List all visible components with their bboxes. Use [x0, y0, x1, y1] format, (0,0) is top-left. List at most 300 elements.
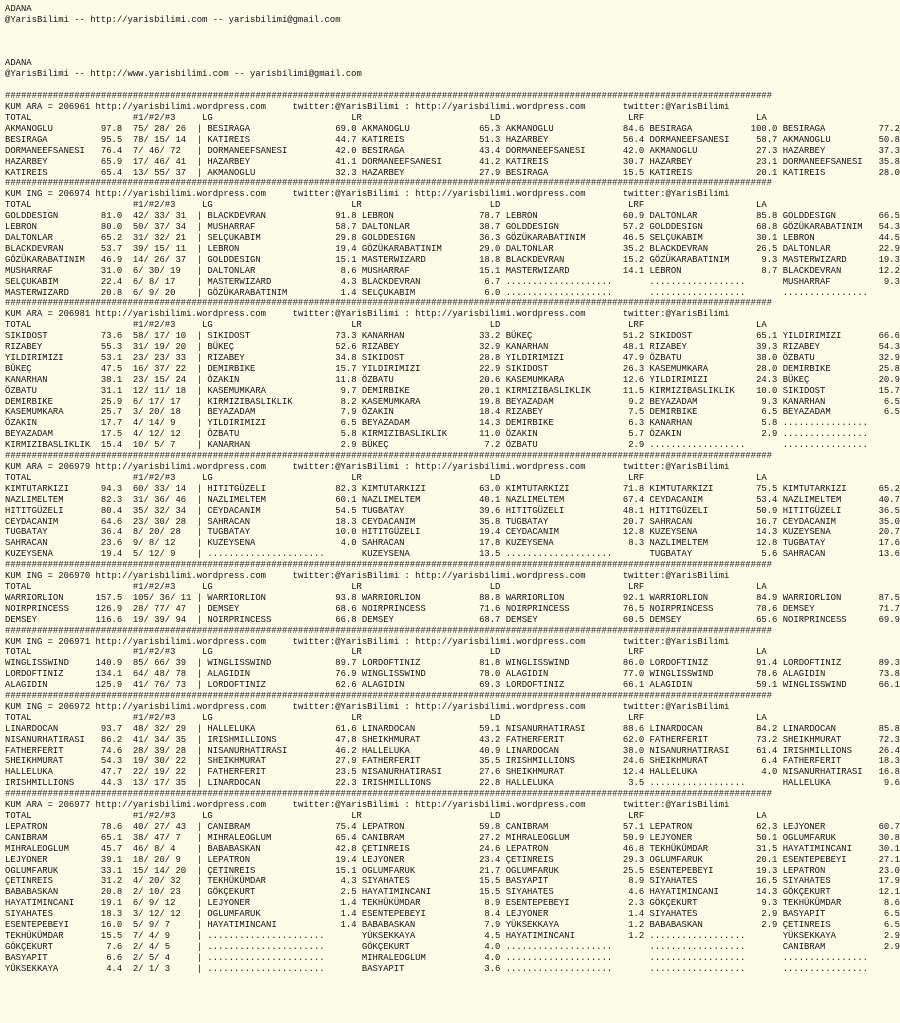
- horse-name: KIRMIZIBASLIKLIK: [5, 440, 96, 451]
- lg-score: [325, 549, 357, 559]
- lg-name: LEPATRON: [207, 854, 325, 865]
- lrf-score: 39.3: [745, 342, 778, 353]
- separator-line: ################################################################################################################################################: [5, 451, 772, 462]
- la-name: DALTONLAR: [782, 243, 868, 254]
- total-score: 134.1: [95, 669, 123, 680]
- col-placings: #1/#2/#3: [132, 581, 203, 592]
- placings: 23/ 15/ 24: [132, 374, 192, 385]
- lr-score: 43.4: [468, 145, 501, 156]
- col-placings: #1/#2/#3: [132, 647, 203, 658]
- lr-name: ÖZAKIN: [361, 407, 469, 418]
- block-title: KUM ING = 206971: [5, 636, 91, 647]
- col-la: LA: [756, 200, 767, 211]
- col-la: LA: [756, 647, 767, 658]
- lg-score: 29.8: [324, 232, 357, 243]
- col-lg: LG: [202, 811, 352, 821]
- col-placings: #1/#2/#3: [132, 200, 203, 211]
- lrf-score: 50.1: [745, 832, 778, 843]
- horse-name: DEMIRBIKE: [5, 396, 96, 407]
- la-name: TUGBATAY: [782, 538, 868, 549]
- placings: 9/ 8/ 12: [132, 538, 192, 549]
- la-name: AKMANOGLU: [782, 134, 868, 145]
- lg-name: YILDIRIMIZI: [207, 418, 325, 429]
- total-score: 38.1: [95, 374, 123, 385]
- lrf-name: LORDOFTINIZ: [649, 658, 746, 669]
- la-score: 2.9: [867, 941, 900, 952]
- col-ld: LD: [489, 581, 629, 592]
- lr-name: SIYAHATES: [361, 876, 469, 887]
- table-row: ÇETINREIS 31.2 4/ 20/ 32 | TEKHÜKÜMDAR 4.3 SIYAHATES 15.5 BASYAPIT 8.9 SIYAHATES 16.5 SIYAHATES 17.9: [5, 876, 900, 887]
- placings: 38/ 47/ 7: [132, 832, 192, 843]
- lr-name: DEMIRBIKE: [361, 385, 469, 396]
- lr-name: DEMSEY: [361, 614, 469, 625]
- ld-name: ....................: [505, 276, 613, 287]
- lrf-score: 2.9: [745, 429, 778, 440]
- col-total: TOTAL: [5, 811, 133, 821]
- horse-name: CANIBRAM: [5, 832, 96, 843]
- header-line: [5, 80, 873, 91]
- lr-name: SHEIKHMURAT: [361, 734, 469, 745]
- col-total: TOTAL: [5, 113, 133, 123]
- total-score: 44.3: [95, 778, 123, 789]
- ld-name: WINGLISSWIND: [505, 658, 613, 669]
- horse-name: FATHERFERIT: [5, 745, 96, 756]
- lrf-score: 31.5: [745, 843, 778, 854]
- header-line: [5, 26, 873, 37]
- ld-name: ....................: [505, 952, 613, 963]
- col-lrf: LRF: [628, 647, 756, 658]
- separator-line: ################################################################################################################################################: [5, 298, 772, 309]
- block-title: KUM ARA = 206979: [5, 462, 91, 472]
- site-url: http://yarisbilimi.wordpress.com: [95, 102, 266, 113]
- la-score: 36.5: [867, 505, 900, 516]
- lg-score: [325, 953, 357, 963]
- ld-score: 50.9: [612, 832, 645, 843]
- total-score: 53.7: [95, 243, 123, 254]
- col-lrf: LRF: [628, 320, 756, 331]
- lr-name: ESENTEPEBEYI: [361, 909, 469, 920]
- la-score: 27.1: [867, 854, 900, 865]
- placings: 31/ 19/ 20: [132, 342, 192, 353]
- lr-score: 18.8: [468, 254, 501, 265]
- twitter-handle: twitter:@YarisBilimi: [292, 189, 400, 200]
- la-score: [868, 953, 900, 963]
- lg-name: DALTONLAR: [207, 265, 325, 276]
- total-score: 65.9: [95, 156, 123, 167]
- ld-score: 11.5: [612, 385, 645, 396]
- lg-name: KATIREIS: [207, 134, 325, 145]
- ld-score: 2.3: [612, 898, 645, 909]
- twitter-handle: twitter:@YarisBilimi: [292, 800, 400, 811]
- ld-name: NAZLIMELTEM: [505, 494, 613, 505]
- lg-score: 23.5: [324, 767, 357, 778]
- table-row: TEKHÜKÜMDAR 15.5 7/ 4/ 9 | ...................... YÜKSEKKAYA 4.5 HAYATIMINCANI 1.2 .................. YÜKSEKKAYA 2.9: [5, 930, 900, 941]
- la-score: 26.4: [867, 745, 900, 756]
- lr-score: 33.2: [468, 331, 501, 342]
- lr-score: 69.3: [468, 680, 501, 691]
- lrf-score: 20.1: [745, 854, 778, 865]
- lrf-name: RIZABEY: [649, 342, 746, 353]
- block-title-line: KUM ING = 206971 http://yarisbilimi.wordpress.com twitter:@YarisBilimi : http://yarisbilimi.wordpress.com twitter:@YarisBilimi: [5, 636, 730, 647]
- horse-name: WINGLISSWIND: [5, 658, 96, 669]
- total-score: 65.2: [95, 232, 123, 243]
- table-row: TUGBATAY 36.4 8/ 20/ 28 | TUGBATAY 10.0 HITITGÜZELI 19.4 CEYDACANIM 12.8 KUZEYSENA 14.3 KUZEYSENA 20.7: [5, 527, 900, 538]
- col-la: LA: [756, 113, 767, 123]
- placings: 13/ 17/ 35: [132, 778, 192, 789]
- lg-name: SELÇUKABIM: [207, 232, 325, 243]
- lrf-score: 12.8: [745, 538, 778, 549]
- table-row: WARRIORLION 157.5 105/ 36/ 11 | WARRIORLION 93.8 WARRIORLION 88.8 WARRIORLION 92.1 WARRIORLION 84.9 WARRIORLION 87.5: [5, 592, 900, 603]
- site-url: http://yarisbilimi.wordpress.com: [95, 462, 266, 472]
- la-name: RIZABEY: [782, 342, 868, 353]
- ld-name: KASEMUMKARA: [505, 374, 613, 385]
- placings: 78/ 15/ 14: [132, 134, 192, 145]
- placings: 105/ 36/ 11: [132, 592, 192, 603]
- total-score: 82.3: [95, 494, 123, 505]
- table-row: DALTONLAR 65.2 31/ 32/ 21 | SELÇUKABIM 29.8 GOLDDESIGN 36.3 GÖZÜKARABATINIM 46.5 SELÇUKABIM 30.1 LEBRON 44.5: [5, 232, 900, 243]
- ld-name: BEYAZADAM: [505, 396, 613, 407]
- col-la: LA: [756, 712, 767, 723]
- placings: 7/ 4/ 9: [132, 930, 192, 941]
- ld-name: BESIRAGA: [505, 167, 613, 178]
- lg-score: 68.6: [324, 603, 357, 614]
- placings: 31/ 36/ 46: [132, 494, 192, 505]
- lr-name: IRISHMILLIONS: [361, 778, 469, 789]
- la-name: NISANURHATIRASI: [782, 767, 868, 778]
- lg-score: 15.7: [324, 363, 357, 374]
- lr-name: NISANURHATIRASI: [361, 767, 469, 778]
- table-row: BABABASKAN 20.8 2/ 10/ 23 | GÖKÇEKURT 2.5 HAYATIMINCANI 15.5 SIYAHATES 4.6 HAYATIMINCANI 14.3 GÖKÇEKURT 12.1: [5, 887, 900, 898]
- lrf-name: KASEMUMKARA: [649, 363, 746, 374]
- la-name: CANIBRAM: [782, 941, 868, 952]
- block-title-line: KUM ARA = 206979 http://yarisbilimi.wordpress.com twitter:@YarisBilimi : http://yarisbilimi.wordpress.com twitter:@YarisBilimi: [5, 462, 730, 472]
- lr-score: 78.7: [468, 211, 501, 222]
- col-lrf: LRF: [628, 712, 756, 723]
- ld-name: ....................: [505, 963, 613, 974]
- twitter-handle: twitter:@YarisBilimi: [622, 701, 730, 712]
- horse-name: DEMSEY: [5, 614, 96, 625]
- lrf-name: ..................: [649, 287, 746, 298]
- block-title-line: KUM ING = 206970 http://yarisbilimi.wordpress.com twitter:@YarisBilimi : http://yarisbilimi.wordpress.com twitter:@YarisBilimi: [5, 571, 730, 582]
- lg-score: 11.8: [324, 374, 357, 385]
- la-name: LEPATRON: [782, 865, 868, 876]
- la-name: TEKHÜKÜMDAR: [782, 898, 868, 909]
- total-score: 157.5: [95, 592, 123, 603]
- ld-name: LEPATRON: [505, 843, 613, 854]
- lr-name: AKMANOGLU: [361, 123, 469, 134]
- lr-name: OGLUMFARUK: [361, 865, 469, 876]
- ld-score: 62.0: [612, 734, 645, 745]
- total-score: 65.1: [95, 832, 123, 843]
- la-name: GÖKÇEKURT: [782, 887, 868, 898]
- la-score: 20.7: [867, 527, 900, 538]
- table-row: MASTERWIZARD 20.8 6/ 9/ 20 | GÖZÜKARABATINIM 1.4 SELÇUKABIM 6.0 .................... .................. ................: [5, 288, 873, 299]
- lrf-name: HAYATIMINCANI: [649, 887, 746, 898]
- lg-name: WINGLISSWIND: [207, 658, 325, 669]
- column-header-line: [5, 113, 873, 124]
- horse-name: GÖKÇEKURT: [5, 941, 96, 952]
- site-url: http://yarisbilimi.wordpress.com: [95, 309, 266, 320]
- ld-score: 56.4: [612, 134, 645, 145]
- total-score: 18.3: [95, 909, 123, 920]
- table-row: KATIREIS 65.4 13/ 55/ 37 | AKMANOGLU 32.3 HAZARBEY 27.9 BESIRAGA 15.5 KATIREIS 20.1 KATIREIS 28.0: [5, 167, 900, 178]
- la-name: SIYAHATES: [782, 876, 868, 887]
- ld-score: 25.5: [612, 865, 645, 876]
- ld-name: DEMSEY: [505, 614, 613, 625]
- lrf-name: BEYAZADAM: [649, 396, 746, 407]
- lr-name: YILDIRIMIZI: [361, 363, 469, 374]
- twitter-handle: twitter:@YarisBilimi: [292, 102, 400, 113]
- horse-name: LEBRON: [5, 222, 96, 233]
- lg-score: 44.7: [324, 134, 357, 145]
- lrf-score: 100.0: [745, 123, 778, 134]
- ld-name: YILDIRIMIZI: [505, 352, 613, 363]
- lrf-name: ..................: [649, 963, 746, 974]
- ld-name: HAYATIMINCANI: [505, 930, 613, 941]
- site-url: http://yarisbilimi.wordpress.com: [415, 102, 586, 113]
- ld-score: 4.6: [612, 887, 645, 898]
- lg-name: NAZLIMELTEM: [207, 494, 325, 505]
- lrf-name: SAHRACAN: [649, 516, 746, 527]
- col-la: LA: [756, 320, 767, 331]
- lrf-score: 14.3: [745, 887, 778, 898]
- total-score: 97.8: [95, 123, 123, 134]
- lrf-name: LEBRON: [649, 265, 746, 276]
- horse-name: NAZLIMELTEM: [5, 494, 96, 505]
- lrf-score: [745, 964, 777, 974]
- table-row: KUZEYSENA 19.4 5/ 12/ 9 | ...................... KUZEYSENA 13.5 .................... TUGBATAY 5.6 SAHRACAN 13.6: [5, 549, 900, 560]
- ld-score: [612, 964, 644, 974]
- col-lr: LR: [351, 581, 490, 592]
- col-ld: LD: [489, 472, 629, 483]
- lr-name: WINGLISSWIND: [361, 669, 469, 680]
- horse-name: MIHRALEOGLUM: [5, 843, 96, 854]
- block-title-line: KUM ARA = 206977 http://yarisbilimi.wordpress.com twitter:@YarisBilimi : http://yarisbilimi.wordpress.com twitter:@YarisBilimi: [5, 800, 730, 811]
- lr-score: 7.9: [468, 920, 501, 931]
- lr-score: 8.4: [468, 909, 501, 920]
- site-url: http://yarisbilimi.wordpress.com: [95, 701, 266, 712]
- total-score: 140.9: [95, 658, 123, 669]
- col-la: LA: [756, 581, 767, 592]
- col-ld: LD: [489, 811, 629, 821]
- placings: 2/ 1/ 3: [132, 963, 192, 974]
- lr-name: LORDOFTINIZ: [361, 658, 469, 669]
- table-row: HALLELUKA 47.7 22/ 19/ 22 | FATHERFERIT 23.5 NISANURHATIRASI 27.6 SHEIKHMURAT 12.4 HALLELUKA 4.0 NISANURHATIRASI 16.8: [5, 767, 900, 778]
- ld-name: HALLELUKA: [505, 778, 613, 789]
- lg-score: 66.8: [324, 614, 357, 625]
- lrf-score: 23.1: [745, 156, 778, 167]
- lrf-score: 10.0: [745, 385, 778, 396]
- lg-name: KUZEYSENA: [207, 538, 325, 549]
- ld-name: YÜKSEKKAYA: [505, 920, 613, 931]
- lr-name: NAZLIMELTEM: [361, 494, 469, 505]
- ld-name: NOIRPRINCESS: [505, 603, 613, 614]
- lg-score: 54.5: [324, 505, 357, 516]
- total-score: 15.4: [95, 440, 123, 451]
- la-score: 60.7: [867, 821, 900, 832]
- col-ld: LD: [489, 200, 629, 211]
- table-row: KASEMUMKARA 25.7 3/ 20/ 18 | BEYAZADAM 7.9 ÖZAKIN 18.4 RIZABEY 7.5 DEMIRBIKE 6.5 BEYAZADAM 6.5: [5, 407, 900, 418]
- ld-name: ESENTEPEBEYI: [505, 898, 613, 909]
- lrf-score: 4.0: [745, 767, 778, 778]
- lg-name: BEYAZADAM: [207, 407, 325, 418]
- col-lr: LR: [351, 320, 490, 331]
- lrf-score: 61.4: [745, 745, 778, 756]
- lrf-score: 16.7: [745, 516, 778, 527]
- col-la: LA: [756, 472, 767, 483]
- col-lr: LR: [351, 811, 490, 821]
- col-placings: #1/#2/#3: [132, 811, 203, 821]
- ld-name: DEMIRBIKE: [505, 418, 613, 429]
- lg-name: WARRIORLION: [207, 592, 325, 603]
- lg-score: 65.4: [324, 832, 357, 843]
- horse-name: GÖZÜKARABATINIM: [5, 254, 96, 265]
- placings: 35/ 32/ 34: [132, 505, 192, 516]
- ld-score: 1.4: [612, 909, 645, 920]
- lr-score: 71.6: [468, 603, 501, 614]
- lrf-name: SIYAHATES: [649, 909, 746, 920]
- header-line: [5, 48, 873, 59]
- placings: 4/ 20/ 32: [132, 876, 192, 887]
- table-row: MUSHARRAF 31.0 6/ 30/ 19 | DALTONLAR 8.6 MUSHARRAF 15.1 MASTERWIZARD 14.1 LEBRON 8.7 BLACKDEVRAN 12.2: [5, 265, 900, 276]
- la-name: HAZARBEY: [782, 145, 868, 156]
- table-row: HITITGÜZELI 80.4 35/ 32/ 34 | CEYDACANIM 54.5 TUGBATAY 39.6 HITITGÜZELI 48.1 HITITGÜZELI 50.9 HITITGÜZELI 36.5: [5, 505, 900, 516]
- lrf-score: 50.9: [745, 505, 778, 516]
- table-row: GOLDDESIGN 81.0 42/ 33/ 31 | BLACKDEVRAN 91.8 LEBRON 78.7 LEBRON 60.9 DALTONLAR 85.8 GOLDDESIGN 66.5: [5, 211, 900, 222]
- total-score: 45.7: [95, 843, 123, 854]
- la-name: YÜKSEKKAYA: [782, 930, 868, 941]
- col-ld: LD: [489, 647, 629, 658]
- col-total: TOTAL: [5, 712, 133, 723]
- la-name: HALLELUKA: [782, 778, 868, 789]
- horse-name: ÖZAKIN: [5, 418, 96, 429]
- lr-name: KIRMIZIBASLIKLIK: [361, 429, 469, 440]
- ld-score: [612, 953, 644, 963]
- lrf-score: 91.4: [745, 658, 778, 669]
- la-score: 44.5: [867, 232, 900, 243]
- la-score: 9.6: [867, 778, 900, 789]
- total-score: 16.0: [95, 920, 123, 931]
- lg-name: CANIBRAM: [207, 821, 325, 832]
- lrf-score: 84.9: [745, 592, 778, 603]
- placings: 31/ 32/ 21: [132, 232, 192, 243]
- la-score: 66.1: [867, 680, 900, 691]
- ld-score: [612, 288, 644, 298]
- la-name: LEBRON: [782, 232, 868, 243]
- total-score: 7.6: [95, 941, 123, 952]
- lrf-score: 75.5: [745, 483, 778, 494]
- lg-name: HALLELUKA: [207, 723, 325, 734]
- ld-score: 88.6: [612, 723, 645, 734]
- ld-score: 2.9: [612, 440, 645, 451]
- col-placings: #1/#2/#3: [132, 113, 203, 123]
- lg-score: 15.1: [324, 865, 357, 876]
- horse-name: IRISHMILLIONS: [5, 778, 96, 789]
- la-name: ÇETINREIS: [782, 920, 868, 931]
- lr-score: 81.8: [468, 658, 501, 669]
- ld-name: MASTERWIZARD: [505, 265, 613, 276]
- lr-name: TUGBATAY: [361, 505, 469, 516]
- placings: 85/ 66/ 39: [132, 658, 192, 669]
- lr-score: 20.6: [468, 374, 501, 385]
- la-name: ÖZBATU: [782, 352, 868, 363]
- ld-score: 42.0: [612, 145, 645, 156]
- lg-name: TUGBATAY: [207, 527, 325, 538]
- ld-score: 30.7: [612, 156, 645, 167]
- la-name: KUZEYSENA: [782, 527, 868, 538]
- ld-name: FATHERFERIT: [505, 734, 613, 745]
- horse-name: ÖZBATU: [5, 385, 96, 396]
- ld-score: 12.6: [612, 374, 645, 385]
- ld-score: 24.6: [612, 756, 645, 767]
- ld-score: 14.1: [612, 265, 645, 276]
- total-score: 64.6: [95, 516, 123, 527]
- ld-name: MIHRALEOGLUM: [505, 832, 613, 843]
- ld-score: 26.3: [612, 363, 645, 374]
- twitter-handle: twitter:@YarisBilimi: [622, 800, 730, 811]
- ld-name: KANARHAN: [505, 342, 613, 353]
- table-row: LEPATRON 78.6 40/ 27/ 43 | CANIBRAM 75.4 LEPATRON 59.8 CANIBRAM 57.1 LEPATRON 62.3 LEJYONER 60.7: [5, 821, 900, 832]
- lr-name: HAZARBEY: [361, 167, 469, 178]
- lr-name: TEKHÜKÜMDAR: [361, 898, 469, 909]
- header-line: @YarisBilimi -- http://www.yarisbilimi.com -- yarisbilimi@gmail.com: [5, 69, 362, 80]
- lr-name: GÖZÜKARABATINIM: [361, 243, 469, 254]
- lrf-score: 38.0: [745, 352, 778, 363]
- lrf-name: HAZARBEY: [649, 156, 746, 167]
- block-title-line: KUM ING = 206974 http://yarisbilimi.wordpress.com twitter:@YarisBilimi : http://yarisbilimi.wordpress.com twitter:@YarisBilimi: [5, 189, 730, 200]
- lrf-score: [745, 288, 777, 298]
- twitter-handle: twitter:@YarisBilimi: [622, 102, 730, 113]
- block-title-line: KUM ARA = 206961 http://yarisbilimi.wordpress.com twitter:@YarisBilimi : http://yarisbilimi.wordpress.com twitter:@YarisBilimi: [5, 102, 730, 113]
- ld-score: 47.9: [612, 352, 645, 363]
- ld-score: 67.4: [612, 494, 645, 505]
- table-row: LEBRON 80.0 50/ 37/ 34 | MUSHARRAF 58.7 DALTONLAR 38.7 GOLDDESIGN 57.2 GOLDDESIGN 68.8 GÖZÜKARABATINIM 54.3: [5, 222, 900, 233]
- lrf-name: ÖZAKIN: [649, 429, 746, 440]
- table-row: BLACKDEVRAN 53.7 39/ 15/ 11 | LEBRON 19.4 GÖZÜKARABATINIM 29.0 DALTONLAR 35.2 BLACKDEVRAN 26.5 DALTONLAR 22.9: [5, 243, 900, 254]
- col-placings: #1/#2/#3: [132, 472, 203, 483]
- separator-line: ################################################################################################################################################: [5, 91, 772, 102]
- lg-name: OGLUMFARUK: [207, 909, 325, 920]
- table-row: BESIRAGA 95.5 78/ 15/ 14 | KATIREIS 44.7 KATIREIS 51.3 HAZARBEY 56.4 DORMANEEFSANESI 58.7 AKMANOGLU 50.8: [5, 134, 900, 145]
- lrf-name: DEMSEY: [649, 614, 746, 625]
- lr-score: 24.6: [468, 843, 501, 854]
- lg-score: 1.4: [324, 920, 357, 931]
- lg-score: 58.7: [324, 222, 357, 233]
- table-row: AKMANOGLU 97.8 75/ 28/ 26 | BESIRAGA 69.0 AKMANOGLU 65.3 AKMANOGLU 84.6 BESIRAGA 100.0 BESIRAGA 77.2: [5, 123, 900, 134]
- horse-name: NOIRPRINCESS: [5, 603, 96, 614]
- horse-name: HALLELUKA: [5, 767, 96, 778]
- lr-name: NOIRPRINCESS: [361, 603, 469, 614]
- la-score: 50.8: [867, 134, 900, 145]
- site-url: http://yarisbilimi.wordpress.com: [415, 800, 586, 811]
- col-lg: LG: [202, 113, 352, 123]
- ld-score: 12.4: [612, 767, 645, 778]
- lrf-score: 8.7: [745, 265, 778, 276]
- ld-name: ÖZBATU: [505, 440, 613, 451]
- ld-score: 77.0: [612, 669, 645, 680]
- lg-name: BESIRAGA: [207, 123, 325, 134]
- lr-name: SAHRACAN: [361, 538, 469, 549]
- lrf-score: 65.6: [745, 614, 778, 625]
- ld-name: KUZEYSENA: [505, 538, 613, 549]
- la-name: ALAGIDIN: [782, 669, 868, 680]
- table-row: SHEIKHMURAT 54.3 19/ 30/ 22 | SHEIKHMURAT 27.9 FATHERFERIT 35.5 IRISHMILLIONS 24.6 SHEIKHMURAT 6.4 FATHERFERIT 18.3: [5, 756, 900, 767]
- lg-name: HAYATIMINCANI: [207, 920, 325, 931]
- lg-name: MASTERWIZARD: [207, 276, 325, 287]
- table-row: NAZLIMELTEM 82.3 31/ 36/ 46 | NAZLIMELTEM 60.1 NAZLIMELTEM 40.1 NAZLIMELTEM 67.4 CEYDACANIM 53.4 NAZLIMELTEM 40.7: [5, 494, 900, 505]
- placings: 19/ 30/ 22: [132, 756, 192, 767]
- ld-score: 57.1: [612, 821, 645, 832]
